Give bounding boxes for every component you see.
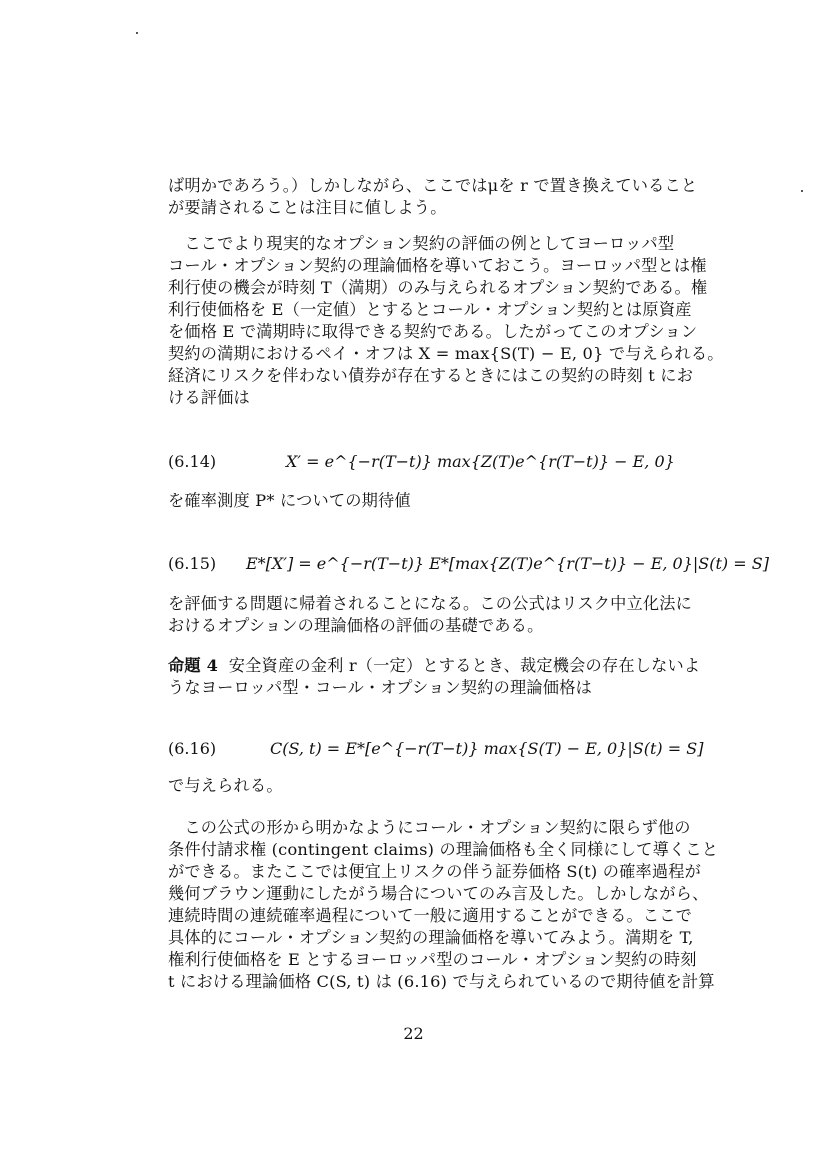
equation-body: C(S, t) = E*[e^{−r(T−t)} max{S(T) − E, 0}|S(t) = S] bbox=[270, 739, 704, 758]
paragraph-european-option bbox=[168, 233, 724, 409]
equation-6-15 bbox=[168, 554, 769, 580]
text-line: うなヨーロッパ型・コール・オプション契約の理論価格は bbox=[168, 678, 592, 697]
proposition-label: 命題 4 bbox=[168, 656, 219, 675]
text-line: ば明かであろう。）しかしながら、ここではμを r で置き換えていること bbox=[168, 176, 698, 195]
paragraph-continuation bbox=[168, 175, 698, 219]
page-number: 22 bbox=[403, 1024, 424, 1043]
text-line: 契約の満期におけるペイ・オフは X = max{S(T) − E, 0} で与えられる。 bbox=[168, 344, 724, 363]
text-line: が要請されることは注目に値しよう。 bbox=[168, 198, 447, 217]
paragraph-risk-neutral bbox=[168, 593, 693, 637]
text-line: を確率測度 P* についての期待値 bbox=[168, 491, 411, 510]
scan-speck bbox=[801, 190, 803, 192]
text-line: t における理論価格 C(S, t) は (6.16) で与えられているので期待値を計算 bbox=[168, 972, 715, 991]
text-line: ける評価は bbox=[168, 388, 250, 407]
equation-number: (6.16) bbox=[168, 739, 217, 758]
equation-6-16 bbox=[168, 739, 704, 765]
text-line: 連続時間の連続確率過程について一般に適用することができる。ここで bbox=[168, 906, 693, 925]
text-line: コール・オプション契約の理論価格を導いておこう。ヨーロッパ型とは権 bbox=[168, 256, 707, 275]
equation-number: (6.14) bbox=[168, 452, 217, 471]
text-line: 権利行使価格を E とするヨーロッパ型のコール・オプション契約の時刻 bbox=[168, 950, 697, 969]
proposition-text: 安全資産の金利 r（一定）とするとき、裁定機会の存在しないよ bbox=[228, 656, 701, 675]
equation-number: (6.15) bbox=[168, 554, 217, 573]
paragraph-given bbox=[168, 775, 688, 797]
text-line: を評価する問題に帰着されることになる。この公式はリスク中立化法に bbox=[168, 594, 693, 613]
text-line: 利行使価格を E（一定値）とするとコール・オプション契約とは原資産 bbox=[168, 300, 692, 319]
text-line bbox=[168, 655, 701, 677]
text-line: 利行使の機会が時刻 T（満期）のみ与えられるオプション契約である。権 bbox=[168, 278, 708, 297]
text-line: 幾何ブラウン運動にしたがう場合についてのみ言及した。しかしながら、 bbox=[168, 884, 709, 903]
equation-body: E*[X′] = e^{−r(T−t)} E*[max{Z(T)e^{r(T−t)} − E, 0}|S(t) = S] bbox=[246, 554, 769, 573]
text-line: おけるオプションの理論価格の評価の基礎である。 bbox=[168, 616, 544, 635]
equation-body: X′ = e^{−r(T−t)} max{Z(T)e^{r(T−t)} − E, 0} bbox=[286, 452, 675, 471]
text-line: 具体的にコール・オプション契約の理論価格を導いてみよう。満期を T, bbox=[168, 928, 694, 947]
text-line: で与えられる。 bbox=[168, 776, 283, 795]
proposition-4 bbox=[168, 655, 701, 699]
scan-speck bbox=[136, 32, 138, 34]
text-line: を価格 E で満期時に取得できる契約である。したがってこのオプション bbox=[168, 322, 698, 341]
text-line: 経済にリスクを伴わない債券が存在するときにはこの契約の時刻 t にお bbox=[168, 366, 694, 385]
text-line: ここでより現実的なオプション契約の評価の例としてヨーロッパ型 bbox=[168, 234, 675, 253]
text-line: 条件付請求権 (contingent claims) の理論価格も全く同様にして導くこと bbox=[168, 840, 719, 859]
text-line: この公式の形から明かなようにコール・オプション契約に限らず他の bbox=[168, 818, 691, 837]
paragraph-expectation bbox=[168, 490, 688, 512]
paragraph-contingent-claims bbox=[168, 817, 719, 993]
equation-6-14 bbox=[168, 452, 688, 478]
text-line: ができる。またここでは便宜上リスクの伴う証券価格 S(t) の確率過程が bbox=[168, 862, 702, 881]
